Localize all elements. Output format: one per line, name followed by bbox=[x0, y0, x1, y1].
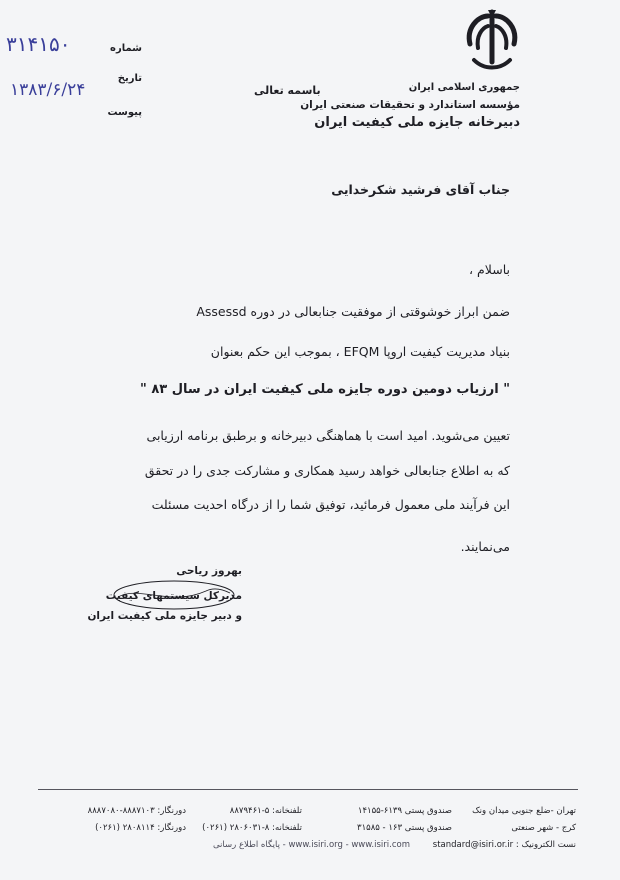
footer-fax: دورنگار: ۸۸۸۷۱۰۳-۸۸۸۷۰۸۰ bbox=[87, 806, 186, 816]
signatory-title: مدیرکل سیستمهای کیفیت bbox=[105, 590, 242, 602]
body-line: می‌نمایند. bbox=[460, 539, 510, 554]
country-name: جمهوری اسلامی ایران bbox=[408, 82, 520, 93]
body-line: که به اطلاع جنابعالی خواهد رسید همکاری و مشارکت جدی را در تحقق bbox=[144, 463, 510, 478]
secretariat-name: دبیرخانه جایزه ملی کیفیت ایران bbox=[314, 115, 520, 130]
signatory-title-2: و دبیر جایزه ملی کیفیت ایران bbox=[87, 610, 242, 622]
addressee: جناب آقای فرشید شکرخدایی bbox=[331, 182, 510, 197]
footer-address: تهران -ضلع جنوبی میدان ونک bbox=[472, 806, 576, 816]
footer-email: نست الکترونیک : standard@isiri.or.ir bbox=[432, 840, 576, 850]
attachment-label: پیوست bbox=[107, 107, 142, 118]
date-label: تاریخ bbox=[117, 73, 142, 84]
footer-fax-2: دورنگار: ۲۸۰۸۱۱۴ (۰۲۶۱) bbox=[95, 823, 186, 833]
footer-address-2: کرج - شهر صنعتی bbox=[511, 823, 576, 833]
footer-phone-2: تلفنخانه: ۸-۲۸۰۶۰۳۱ (۰۲۶۱) bbox=[202, 823, 302, 833]
letter-date-value: ۱۳۸۳/۶/۲۴ bbox=[10, 80, 86, 100]
body-line: تعیین می‌شوید. امید است با هماهنگی دبیرخانه و برطبق برنامه ارزیابی bbox=[146, 428, 510, 443]
footer-website: www.isiri.org - www.isiri.com - پایگاه اطلاع رسانی bbox=[212, 840, 410, 850]
letter-number-value: ۳۱۴۱۵۰ bbox=[6, 32, 71, 56]
number-label: شماره bbox=[110, 43, 142, 54]
iran-emblem-icon bbox=[460, 8, 524, 80]
footer-divider bbox=[38, 789, 578, 790]
greeting: باسلام ، bbox=[469, 262, 510, 277]
basmala: باسمه تعالی bbox=[254, 84, 321, 97]
body-line: ضمن ابراز خوشوقتی از موفقیت جنابعالی در دوره Assessd bbox=[196, 304, 510, 319]
institute-name: مؤسسه استاندارد و تحقیقات صنعتی ایران bbox=[300, 99, 520, 111]
body-line: بنیاد مدیریت کیفیت اروپا EFQM ، بموجب این حکم بعنوان bbox=[210, 344, 510, 359]
appointment-title: " ارزیاب دومین دوره جایزه ملی کیفیت ایران در سال ۸۳ " bbox=[140, 382, 510, 397]
footer-pobox: صندوق پستی ۶۱۳۹-۱۴۱۵۵ bbox=[357, 806, 452, 816]
signatory-name: بهروز ریاحی bbox=[176, 565, 242, 577]
footer-phone: تلفنخانه: ۵-۸۸۷۹۴۶۱ bbox=[229, 806, 302, 816]
body-line: این فرآیند ملی معمول فرمائید، توفیق شما را از درگاه احدیت مسئلت bbox=[151, 497, 510, 512]
footer-pobox-2: صندوق پستی ۱۶۳ - ۳۱۵۸۵ bbox=[357, 823, 452, 833]
